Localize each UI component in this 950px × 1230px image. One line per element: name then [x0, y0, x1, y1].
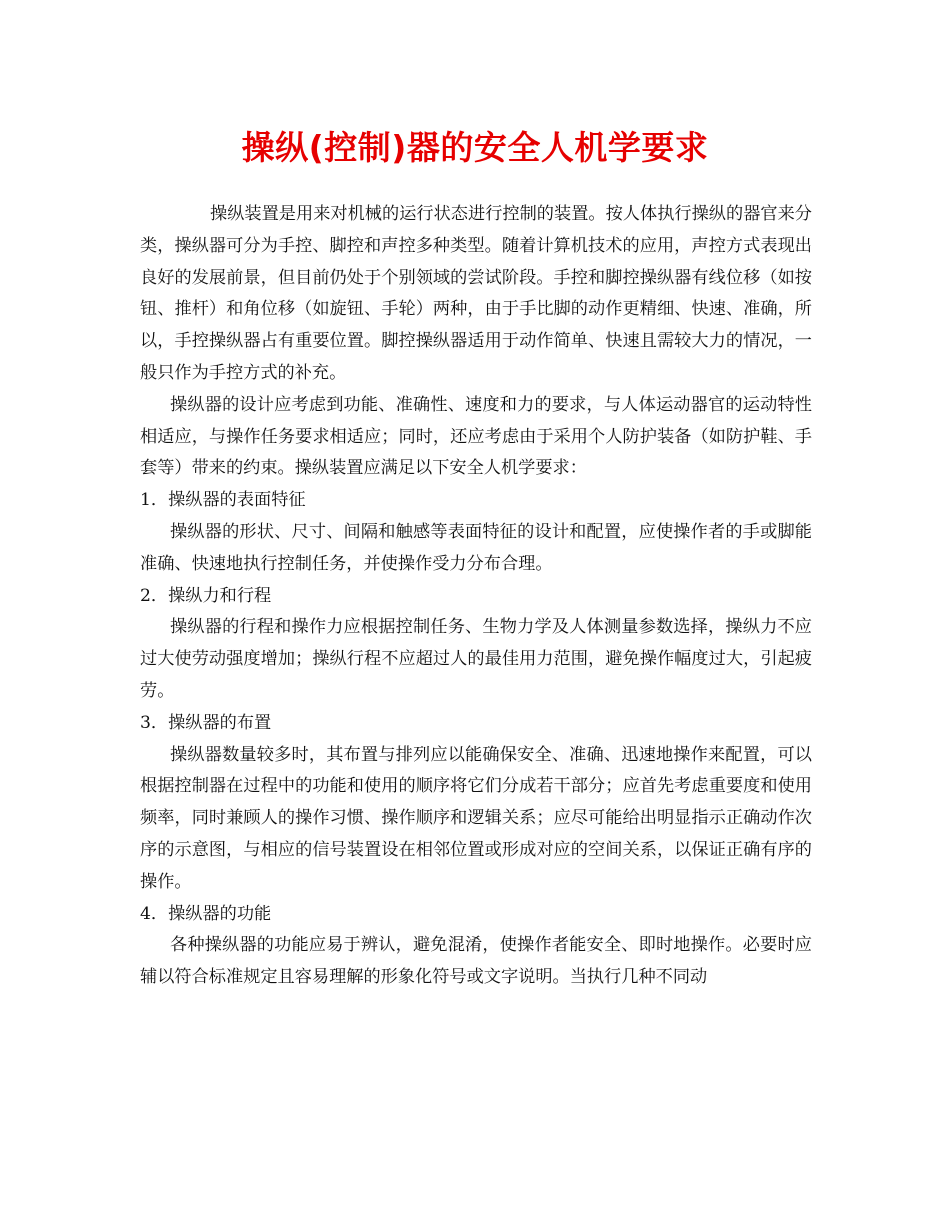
section-3	[140, 708, 812, 899]
document-title: 操纵(控制)器的安全人机学要求	[241, 128, 709, 167]
section-heading: 4．操纵器的功能	[140, 903, 272, 924]
section-4	[140, 899, 812, 994]
document-body	[140, 199, 812, 994]
section-paragraph: 操纵器的行程和操作力应根据控制任务、生物力学及人体测量参数选择，操纵力不应过大使劳动强度增加；操纵行程不应超过人的最佳用力范围，避免操作幅度过大，引起疲劳。	[140, 617, 812, 701]
section-heading: 3．操纵器的布置	[140, 712, 272, 733]
section-paragraph: 各种操纵器的功能应易于辨认，避免混淆，使操作者能安全、即时地操作。必要时应辅以符合标准规定且容易理解的形象化符号或文字说明。当执行几种不同动	[140, 935, 812, 988]
section-heading: 2．操纵力和行程	[140, 585, 272, 606]
section-paragraph: 操纵器数量较多时，其布置与排列应以能确保安全、准确、迅速地操作来配置，可以根据控制器在过程中的功能和使用的顺序将它们分成若干部分；应首先考虑重要度和使用频率，同时兼顾人的操作习惯、操作顺序和逻辑关系；应尽可能给出明显指示正确动作次序的示意图，与相应的信号装置设在相邻位置或形成对应的空间关系，以保证正确有序的操作。	[140, 744, 812, 892]
section-1	[140, 485, 812, 580]
section-2	[140, 581, 812, 708]
intro-paragraph-1: 操纵装置是用来对机械的运行状态进行控制的装置。按人体执行操纵的器官来分类，操纵器可分为手控、脚控和声控多种类型。随着计算机技术的应用，声控方式表现出良好的发展前景，但目前仍处于个别领域的尝试阶段。手控和脚控操纵器有线位移（如按钮、推杆）和角位移（如旋钮、手轮）两种，由于手比脚的动作更精细、快速、准确，所以，手控操纵器占有重要位置。脚控操纵器适用于动作简单、快速且需较大力的情况，一般只作为手控方式的补充。	[140, 204, 812, 383]
intro-paragraph-2: 操纵器的设计应考虑到功能、准确性、速度和力的要求，与人体运动器官的运动特性相适应，与操作任务要求相适应；同时，还应考虑由于采用个人防护装备（如防护鞋、手套等）带来的约束。操纵装置应满足以下安全人机学要求：	[140, 394, 812, 479]
section-heading: 1．操纵器的表面特征	[140, 490, 306, 511]
section-paragraph: 操纵器的形状、尺寸、间隔和触感等表面特征的设计和配置，应使操作者的手或脚能准确、快速地执行控制任务，并使操作受力分布合理。	[140, 521, 812, 574]
